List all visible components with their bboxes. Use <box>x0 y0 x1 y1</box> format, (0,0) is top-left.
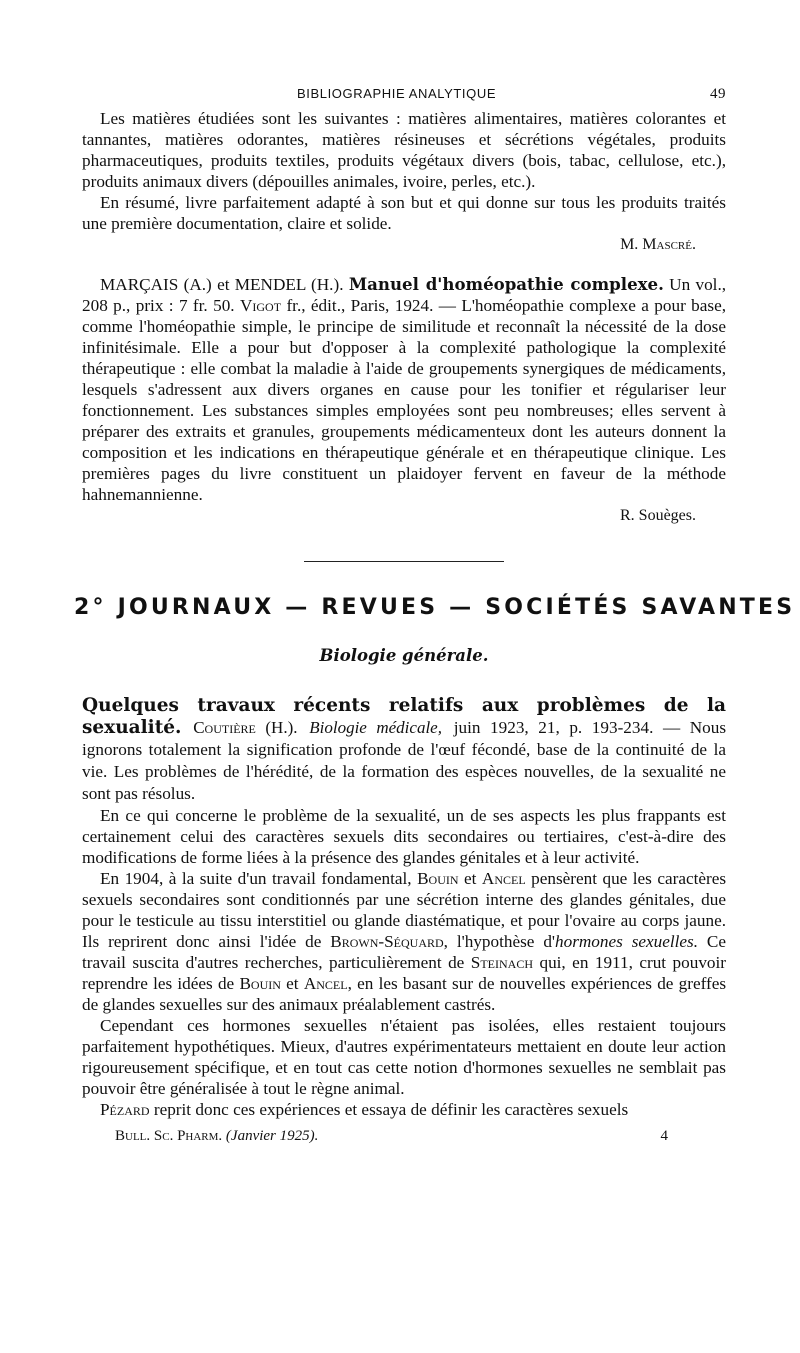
article <box>82 695 726 1120</box>
article-paragraph-4: Cependant ces hormones sexuelles n'étaient pas isolées, elles restaient toujours parfaitement hypothétiques. Mieux, d'autres expérimentateurs mettaient en doute leur action rigoureusement spécifique, et en tout cas cette notion d'hormones sexuelles ne semblait pas pouvoir être généralisée à tout le règne animal. <box>82 1016 726 1098</box>
name-pezard: Pézard <box>100 1100 150 1119</box>
article-paragraph-2: En ce qui concerne le problème de la sexualité, un de ses aspects les plus frappants est certainement celui des caractères sexuels dits secondaires ou tertiaires, c'est-à-dire des modifications de forme liées à la présence des glandes génitales et à leur activité. <box>82 806 726 867</box>
footer-issue: (Janvier 1925). <box>225 1128 319 1144</box>
footer-journal-name: Bull. Sc. Pharm. <box>115 1128 223 1144</box>
name-ancel-2: Ancel <box>303 974 348 993</box>
running-head <box>82 84 726 108</box>
review-1-paragraph-1: Les matières étudiées sont les suivantes : matières alimentaires, matières colorantes et tannantes, matières odorantes, matières résineuses et sécrétions végétales, produits pharmaceutiques, produits textiles, produits végétaux divers (bois, tabac, cellulose, etc.), produits animaux divers (dépouilles animales, ivoire, perles, etc.). <box>82 109 726 191</box>
review-2-publication: Un vol., 208 p., prix : 7 fr. 50. <box>82 275 727 315</box>
p3-text-c: l'hypothèse d' <box>456 932 556 951</box>
page <box>74 84 796 1148</box>
running-title: BIBLIOGRAPHIE ANALYTIQUE <box>297 86 497 101</box>
section-title: 2° JOURNAUX — REVUES — SOCIÉTÉS SAVANTES <box>74 595 796 620</box>
name-brown-sequard: Brown-Séquard, <box>330 932 448 951</box>
review-1-paragraph-2: En résumé, livre parfaitement adapté à son but et qui donne sur tous les produits traités une première documentation, claire et solide. <box>82 193 726 233</box>
page-number: 49 <box>710 86 726 102</box>
conj-et: et <box>464 869 477 888</box>
p3-text-a: En 1904, à la suite d'un travail fondamental, <box>100 869 412 888</box>
p3-text-d: Ce travail suscita d'autres recherches, particulièrement de <box>82 932 727 972</box>
article-paragraph-5 <box>82 1099 726 1120</box>
term-hormones: hormones sexuelles. <box>555 932 699 951</box>
review-2-text: fr., édit., Paris, 1924. — L'homéopathie complexe a pour base, comme l'homéopathie simple, le principe de similitude et reconnaît la nécessité de la dose infinitésimale. Elle a pour but d'opposer à la complexité pathologique la complexité thérapeutique : elle combat la maladie à l'aide de groupements synergiques de médicaments, lesquels s'adressent aux divers organes en cause pour les tonifier et régulariser leur fonctionnement. Les substances simples employées sont peu nombreuses; elles servent à préparer des extraits et granules, groupements médicamenteux dont les auteurs donnent la composition et les indications en thérapeutique générale et en thérapeutique clinique. Les premières pages du livre constituent un plaidoyer fervent en faveur de la méthode hahnemannienne. <box>82 296 727 504</box>
review-2-publisher: Vigot <box>239 296 282 315</box>
conj-et-2: et <box>286 974 299 993</box>
article-author: Coutière (H.). <box>193 718 298 737</box>
review-2-signature: R. Souèges. <box>620 507 696 524</box>
review-1-signature: M. Mascré. <box>620 236 696 253</box>
article-heading <box>82 695 726 805</box>
name-bouin-2: Bouin <box>239 974 281 993</box>
name-bouin: Bouin <box>417 869 459 888</box>
review-2 <box>82 274 726 525</box>
article-title: Quelques travaux récents relatifs aux problèmes de la sexualité. <box>82 695 726 738</box>
section-divider <box>304 561 504 562</box>
footer-signature-mark: 4 <box>660 1128 668 1144</box>
page-footer <box>82 1124 726 1148</box>
subsection-title: Biologie générale. <box>319 646 489 665</box>
name-ancel: Ancel <box>481 869 526 888</box>
name-steinach: Steinach <box>470 953 533 972</box>
footer-journal <box>115 1128 318 1145</box>
article-journal: Biologie médicale, <box>309 718 442 737</box>
article-paragraph-3: En 1904, à la suite d'un travail fondamental, Bouin et Ancel pensèrent que les caractères sexuels secondaires sont conditionnés par une sécrétion interne des glandes génitales, due pour le testicule au tissu interstitiel ou glande diastématique, et pour l'ovaire au corps jaune. Ils reprirent donc ainsi l'idée de Brown-Séquard, l'hypothèse d'hormones sexuelles. Ce travail suscita d'autres recherches, particulièrement de Steinach qui, en 1911, crut pouvoir reprendre les idées de Bouin et Ancel, en les basant sur de nouvelles expériences de greffes de glandes sexuelles sur des animaux préalablement castrés. <box>82 869 727 1014</box>
review-2-book-title: Manuel d'homéopathie complexe. <box>348 274 664 294</box>
p3-text-b: pensèrent que les caractères sexuels secondaires sont conditionnés par une sécrétion interne des glandes génitales, due pour le testicule au tissu interstitiel ou glande diastématique, et pour l'ovaire au corps jaune. Ils reprirent donc ainsi l'idée de <box>82 869 727 951</box>
p3-text-e: qui, en 1911, crut pouvoir reprendre les idées de <box>82 953 727 993</box>
p5-text: reprit donc ces expériences et essaya de définir les caractères sexuels <box>153 1100 629 1119</box>
review-2-body <box>82 274 726 505</box>
p3-text-f: en les basant sur de nouvelles expériences de greffes de glandes sexuelles sur des animaux préalablement castrés. <box>82 974 727 1014</box>
review-1 <box>82 108 726 254</box>
article-citation: juin 1923, 21, p. 193-234. — Nous ignorons totalement la signification profonde de l'œuf fécondé, base de la continuité de la vie. Les problèmes de l'hérédité, de la formation des espèces nouvelles, de la sexualité ne sont pas résolus. <box>82 718 727 803</box>
review-2-authors: MARÇAIS (A.) et MENDEL (H.). <box>100 275 344 294</box>
